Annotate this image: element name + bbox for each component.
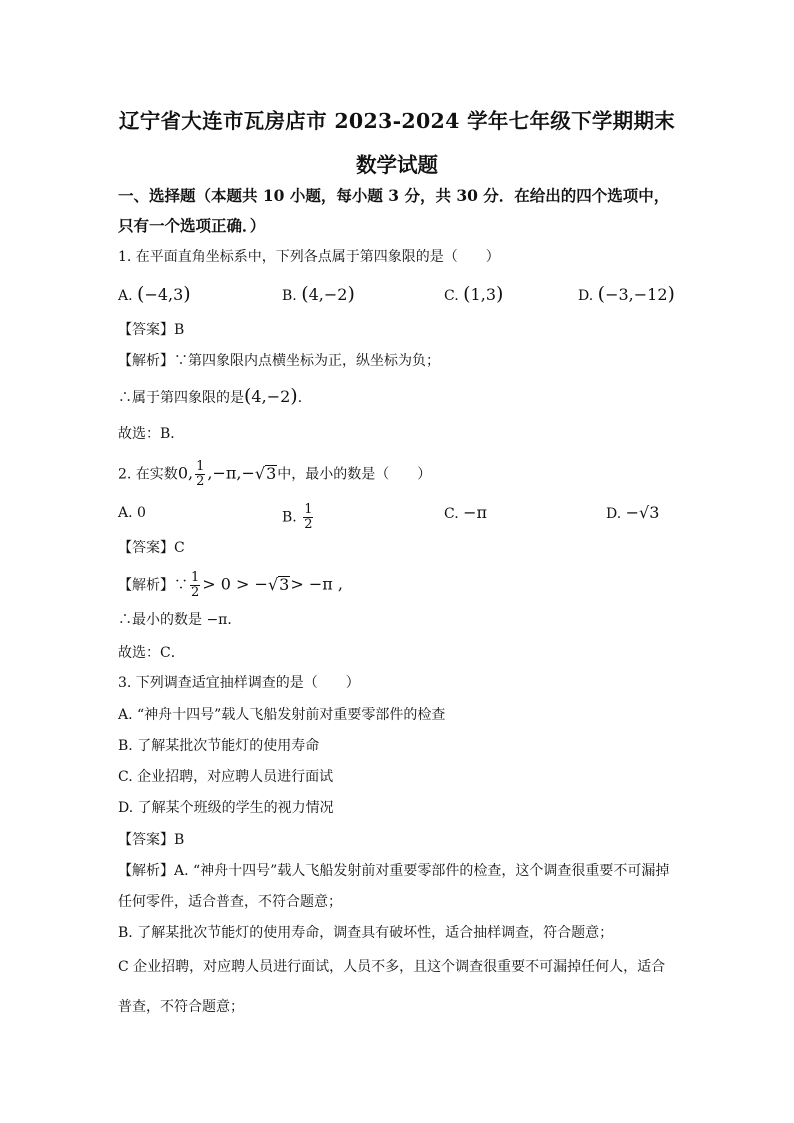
q2-option-c-label: C. <box>444 506 459 522</box>
q3-analysis-label: 【解析】 <box>118 863 174 879</box>
q1-option-c-value: 1,3 <box>470 285 496 304</box>
q2-analysis-sqrt-rad: 3 <box>279 574 290 594</box>
q2-analysis-label: 【解析】 <box>118 577 174 594</box>
q2-stem-num-b: ,−π,− <box>207 463 255 483</box>
q2-stem-sqrt-rad: 3 <box>266 463 277 483</box>
q1-option-a-label: A. <box>118 288 133 304</box>
q1-option-b-value: 4,−2 <box>308 285 348 304</box>
q2-analysis-because: ∵ <box>174 577 188 594</box>
q1-option-d-value: −3,−12 <box>605 285 668 304</box>
q2-option-b-frac-num: 1 <box>304 502 313 517</box>
q1-option-a-value: −4,3 <box>144 285 184 304</box>
q1-analysis-point: 4,−2 <box>251 387 291 406</box>
q2-stem-pre: 2. 在实数 <box>118 466 178 483</box>
q2-option-a: A. 0 <box>118 505 146 521</box>
q1-analysis-period: ． <box>297 390 312 406</box>
q2-analysis-line-2: ∴最小的数是 −π． <box>118 612 242 628</box>
q1-option-c: C. (1,3) <box>444 283 504 305</box>
q2-option-d <box>606 503 659 524</box>
q2-stem-num-a: 0, <box>177 463 194 483</box>
q2-analysis-fraction <box>190 571 200 600</box>
q1-analysis-label: 【解析】 <box>118 353 174 369</box>
q3-stem: 3. 下列调查适宜抽样调查的是（ ） <box>118 675 360 691</box>
q3-option-a: A. “神舟十四号”载人飞船发射前对重要零部件的检查 <box>118 707 446 723</box>
section-heading-line-1: 一、选择题（本题共 10 小题，每小题 3 分，共 30 分．在给出的四个选项中， <box>118 186 670 205</box>
q3-analysis-line-3: B. 了解某批次节能灯的使用寿命，调查具有破坏性，适合抽样调查，符合题意； <box>118 925 614 941</box>
q1-answer: 【答案】B <box>118 322 185 338</box>
q1-option-d: D. (−3,−12) <box>578 283 675 305</box>
q1-choose: 故选：B． <box>118 426 185 442</box>
q2-analysis-frac-num: 1 <box>191 570 200 585</box>
q2-option-b <box>282 503 315 532</box>
q2-option-b-fraction <box>303 503 313 532</box>
q2-analysis-ineq-b: > 0 > − <box>202 574 268 594</box>
q3-analysis-a1: A. “神舟十四号”载人飞船发射前对重要零部件的检查，这个调查很重要不可漏掉 <box>174 863 670 879</box>
q2-stem-frac-den: 2 <box>196 474 205 489</box>
q1-analysis-line-2: ∴属于第四象限的是(4,−2)． <box>118 385 312 407</box>
q2-option-b-label: B. <box>282 509 297 526</box>
q1-option-b-label: B. <box>282 288 297 304</box>
section-heading-line-2: 只有一个选项正确．） <box>118 216 266 235</box>
q1-option-c-label: C. <box>444 288 459 304</box>
title-line-2: 数学试题 <box>356 153 438 177</box>
q2-choose: 故选：C． <box>118 645 185 661</box>
q3-analysis-line-4: C 企业招聘，对应聘人员进行面试，人员不多，且这个调查很重要不可漏掉任何人，适合 <box>118 959 666 975</box>
q2-analysis-ineq-c: > −π , <box>290 574 343 594</box>
q3-option-c: C. 企业招聘，对应聘人员进行面试 <box>118 769 334 785</box>
title-line-1: 辽宁省大连市瓦房店市 2023-2024 学年七年级下学期期末 <box>118 109 676 133</box>
q2-option-c-value: −π <box>463 503 488 522</box>
q2-option-d-label: D. <box>606 506 622 522</box>
q3-answer: 【答案】B <box>118 832 185 848</box>
q2-stem <box>118 460 431 489</box>
q2-option-b-frac-den: 2 <box>304 517 313 532</box>
q3-option-b: B. 了解某批次节能灯的使用寿命 <box>118 738 320 754</box>
q2-analysis-sqrt: √3 <box>267 574 290 594</box>
q2-stem-sqrt: √3 <box>254 463 277 483</box>
q1-analysis-text-1: ∵第四象限内点横坐标为正，纵坐标为负； <box>174 353 440 369</box>
q3-option-d: D. 了解某个班级的学生的视力情况 <box>118 800 334 816</box>
q1-analysis-line-1 <box>118 351 440 371</box>
q2-stem-post: 中，最小的数是（ ） <box>277 466 432 483</box>
q1-option-d-label: D. <box>578 288 594 304</box>
q3-analysis-line-1 <box>118 861 669 881</box>
q2-analysis-line-1 <box>118 571 343 600</box>
q3-analysis-line-2: 任何零件，适合普查，不符合题意； <box>118 894 342 910</box>
q1-option-b: B. (4,−2) <box>282 283 355 305</box>
q1-option-a: A. (−4,3) <box>118 283 191 305</box>
q1-stem: 1. 在平面直角坐标系中，下列各点属于第四象限的是（ ） <box>118 249 500 265</box>
q3-analysis-line-5: 普查，不符合题意； <box>118 999 244 1015</box>
q2-answer: 【答案】C <box>118 540 185 556</box>
q2-stem-frac-num: 1 <box>196 459 205 474</box>
q1-analysis-text-2: ∴属于第四象限的是 <box>118 390 244 406</box>
q2-option-d-value: −√3 <box>625 503 660 522</box>
q2-stem-fraction <box>195 460 205 489</box>
q2-analysis-frac-den: 2 <box>191 585 200 600</box>
q2-option-c <box>444 503 487 524</box>
